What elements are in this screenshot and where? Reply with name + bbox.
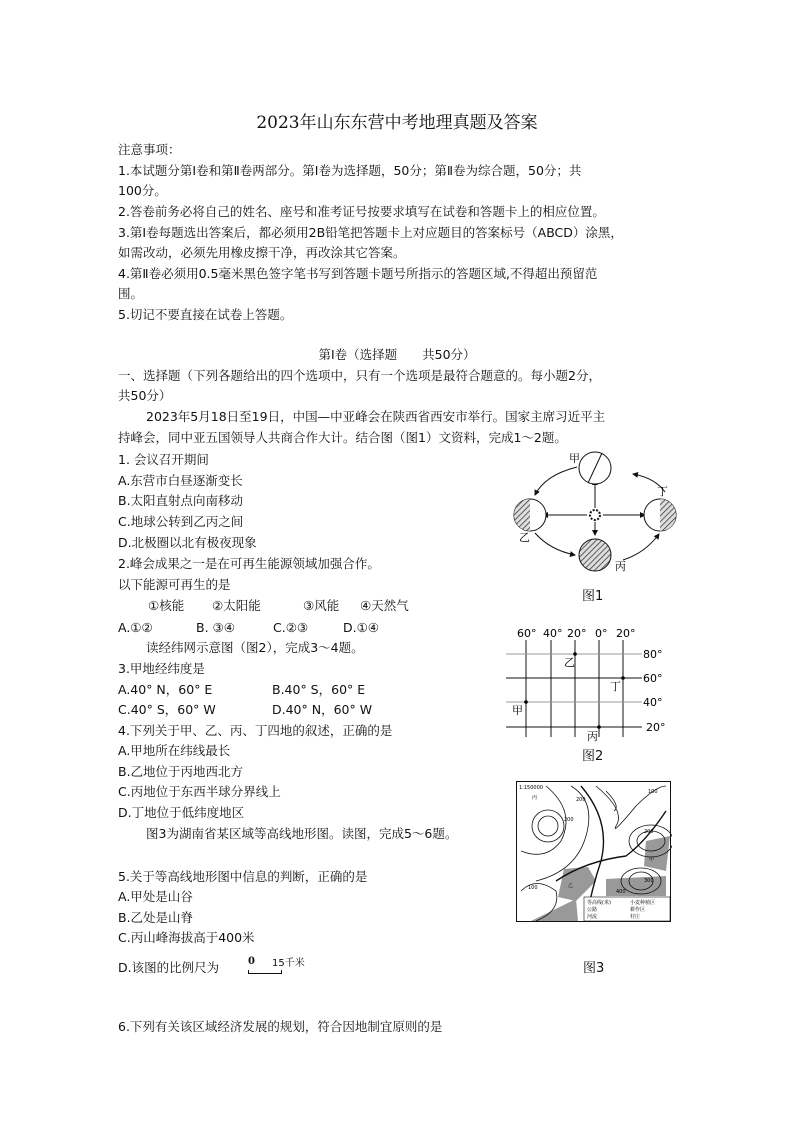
question-stem: 3.甲地经纬度是: [118, 661, 205, 676]
notice-item: 5.切记不要直接在试卷上答题。: [118, 307, 293, 322]
label-jia: 甲: [569, 452, 580, 465]
option: A.甲处是山谷: [118, 889, 193, 904]
legend-item: 公路: [587, 907, 598, 913]
option: A.40° N，60° E: [118, 682, 213, 697]
place-jia: 甲: [649, 857, 655, 863]
option: A.①②: [118, 620, 153, 635]
section-intro: 共50分）: [118, 388, 172, 403]
svg-text:400: 400: [616, 889, 626, 895]
option: A.甲地所在纬线最长: [118, 743, 231, 758]
legend-item: 小麦种植区: [630, 900, 656, 906]
option: C.②③: [273, 620, 309, 635]
lon-label: 20°: [616, 627, 636, 640]
energy-item: ④天然气: [360, 598, 409, 613]
legend-item: 耕作区: [630, 907, 646, 913]
notice-item: 100分。: [118, 183, 167, 198]
option: B.乙地位于丙地西北方: [118, 764, 244, 779]
svg-text:200: 200: [644, 829, 654, 835]
lon-label: 60°: [517, 627, 537, 640]
scale-value: 15千米: [272, 958, 305, 969]
svg-text:200: 200: [564, 817, 574, 823]
place-bing: 丙: [532, 795, 538, 801]
energy-item: ①核能: [148, 598, 185, 613]
label-bing: 丙: [615, 560, 626, 573]
notice-item: 2.答卷前务必将自己的姓名、座号和准考证号按要求填写在试卷和答题卡上的相应位置。: [118, 204, 605, 219]
passage: 读经纬网示意图（图2），完成3～4题。: [146, 640, 364, 655]
label-yi: 乙: [519, 531, 530, 544]
lon-label: 40°: [543, 627, 563, 640]
question-stem: 1. 会议召开期间: [118, 452, 209, 467]
notice-item: 如需改动，必须先用橡皮擦干净，再改涂其它答案。: [118, 245, 406, 260]
lat-label: 40°: [643, 696, 663, 709]
option: C.地球公转到乙丙之间: [118, 514, 244, 529]
scale-zero: 0: [248, 956, 255, 967]
figure-3-caption: 图3: [583, 961, 605, 976]
section-heading: 第Ⅰ卷（选择题 共50分）: [318, 347, 476, 362]
option: C.丙山峰海拔高于400米: [118, 930, 255, 945]
option: B.太阳直射点向南移动: [118, 493, 244, 508]
option: B.40° S，60° E: [272, 682, 366, 697]
passage: 图3为湖南省某区域等高线地形图。读图，完成5～6题。: [146, 826, 458, 841]
figure-1-earth-orbit: [505, 450, 685, 575]
sun-icon: [590, 510, 600, 520]
point-bing: 丙: [587, 730, 598, 743]
question-stem: 2.峰会成果之一是在可再生能源领域加强合作。: [118, 556, 380, 571]
energy-item: ③风能: [303, 598, 340, 613]
notice-item: 3.第Ⅰ卷每题选出答案后，都必须用2B铅笔把答题卡上对应题目的答案标号（ABCD）涂黑，: [118, 225, 623, 240]
figure-2-caption: 图2: [582, 749, 604, 764]
option: D.40° N，60° W: [272, 702, 373, 717]
option: C.丙地位于东西半球分界线上: [118, 784, 281, 799]
option: C.40° S，60° W: [118, 702, 216, 717]
label-ding: 丁: [657, 485, 668, 498]
passage: 持峰会，同中亚五国领导人共商合作大计。结合图（图1）文资料，完成1～2题。: [118, 430, 567, 445]
option: B.乙处是山脊: [118, 910, 194, 925]
page-title: 2023年山东东营中考地理真题及答案: [256, 113, 538, 133]
option: A.东营市白昼逐渐变长: [118, 473, 243, 488]
figure-1-caption: 图1: [582, 589, 604, 604]
energy-item: ②太阳能: [212, 598, 261, 613]
lat-label: 60°: [643, 672, 663, 685]
legend-item: 村庄: [630, 914, 641, 920]
point-ding: 丁: [610, 680, 621, 693]
svg-text:100: 100: [648, 789, 658, 795]
notice-heading: 注意事项：: [118, 142, 181, 157]
lon-label: 0°: [595, 627, 608, 640]
question-stem: 6.下列有关该区域经济发展的规划，符合因地制宜原则的是: [118, 1019, 443, 1034]
svg-text:100: 100: [528, 885, 538, 891]
point-yi: 乙: [564, 656, 575, 669]
question-stem: 4.下列关于甲、乙、丙、丁四地的叙述，正确的是: [118, 723, 393, 738]
question-stem: 5.关于等高线地形图中信息的判断，正确的是: [118, 869, 368, 884]
notice-item: 1.本试题分第Ⅰ卷和第Ⅱ卷两部分。第Ⅰ卷为选择题，50分；第Ⅱ卷为综合题，50分；共: [118, 163, 582, 178]
place-yi: 乙: [568, 883, 574, 889]
lat-label: 80°: [643, 648, 663, 661]
scale-bar: [248, 956, 318, 976]
lat-label: 20°: [646, 721, 666, 734]
option: B. ③④: [196, 620, 235, 635]
svg-text:300: 300: [644, 878, 654, 884]
map-scale: 1:150000: [519, 785, 543, 791]
point-jia: 甲: [512, 704, 523, 717]
legend-item: 等高线(米): [587, 900, 611, 906]
svg-text:200: 200: [576, 797, 586, 803]
section-intro: 一、选择题（下列各题给出的四个选项中，只有一个选项是最符合题意的。每小题2分，: [118, 368, 601, 383]
option: D.北极圈以北有极夜现象: [118, 535, 257, 550]
option: D.①④: [343, 620, 380, 635]
lon-label: 20°: [567, 627, 587, 640]
notice-item: 围。: [118, 286, 144, 301]
option: D.该图的比例尺为: [118, 960, 220, 975]
passage: 2023年5月18日至19日，中国—中亚峰会在陕西省西安市举行。国家主席习近平主: [146, 409, 606, 424]
notice-item: 4.第Ⅱ卷必须用0.5毫米黑色签字笔书写到答题卡题号所指示的答题区域,不得超出预留范: [118, 266, 598, 281]
option: D.丁地位于低纬度地区: [118, 805, 245, 820]
legend-item: 河流: [587, 914, 598, 920]
question-stem: 以下能源可再生的是: [118, 577, 231, 592]
figure-3-contour-map: [516, 781, 672, 923]
figure-2-graticule: [500, 622, 670, 747]
